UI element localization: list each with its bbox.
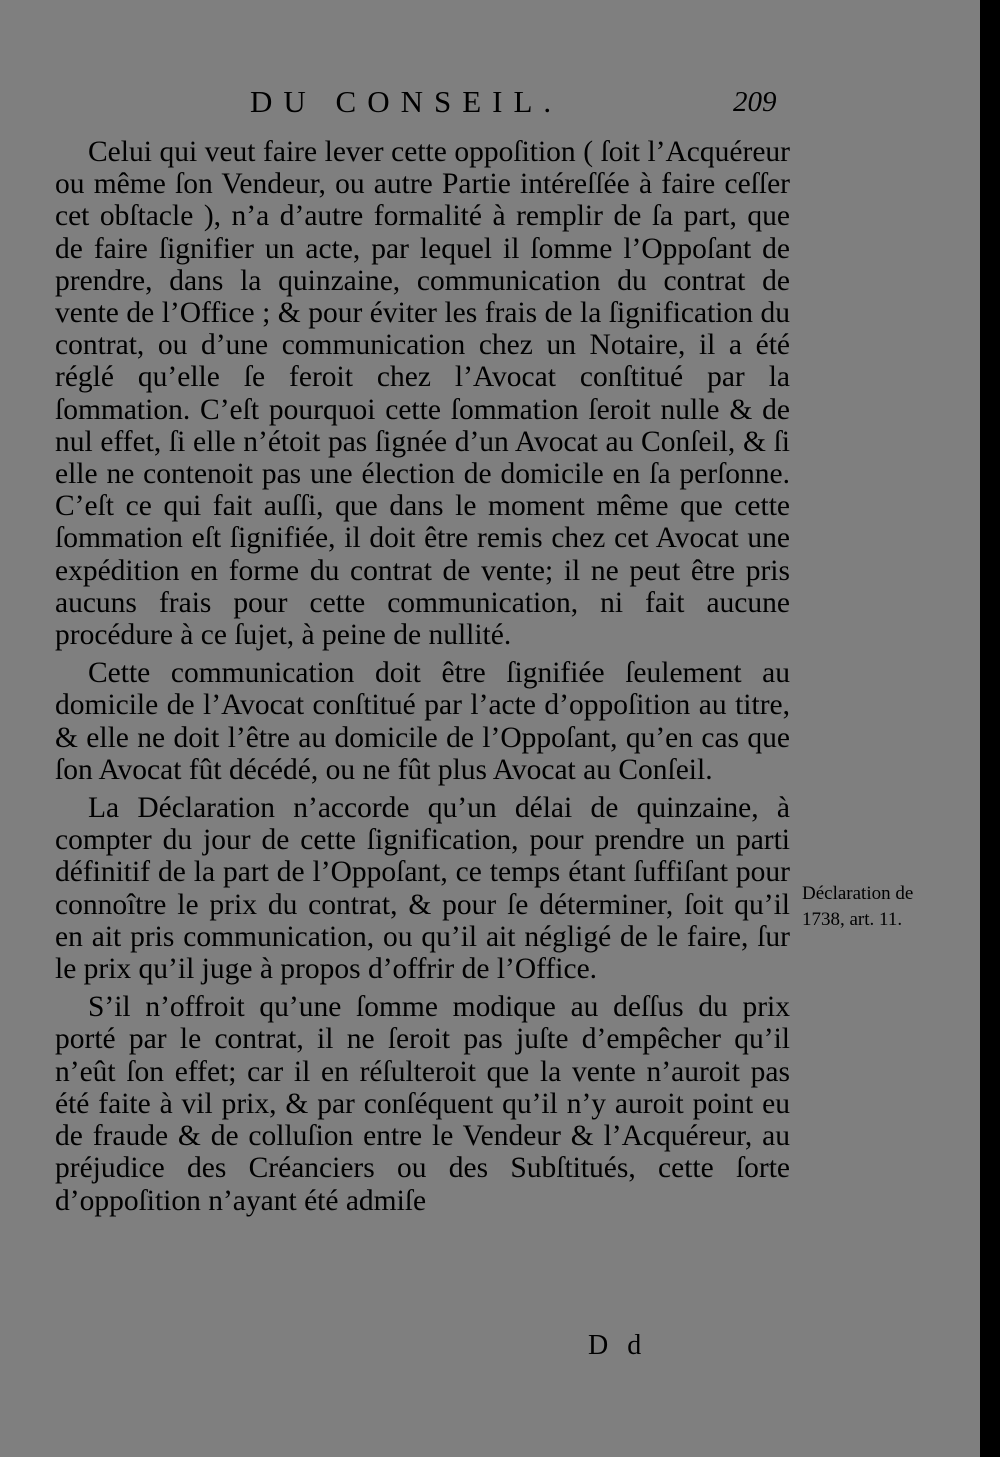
marginal-note-line-1: Déclaration de <box>802 883 914 904</box>
signature-mark: D d <box>588 1330 648 1361</box>
paragraph-2: Cette communication doit être ſignifiée ſeulement au domicile de l’Avocat conſtitué par l’acte d’oppoſition au titre, & elle ne doit l’être au domicile de l’Oppoſant, qu’en cas que ſon Avocat fût décédé, ou ne fût plus Avocat au Conſeil. <box>55 657 790 786</box>
page-number: 209 <box>733 86 777 118</box>
paragraph-4: S’il n’offroit qu’une ſomme modique au deſſus du prix porté par le contrat, il ne ſeroit pas juſte d’empêcher qu’il n’eût ſon effet; car il en réſulteroit que la vente n’auroit pas été faite à vil prix, & par conſéquent qu’il n’y auroit point eu de fraude & de colluſion entre le Vendeur & l’Acquéreur, au préjudice des Créanciers ou des Subſtitués, cette ſorte d’oppoſition n’ayant été admiſe <box>55 991 790 1217</box>
page-header <box>0 84 980 124</box>
running-head: DU CONSEIL. <box>250 84 563 119</box>
marginal-note <box>802 881 982 933</box>
paragraph-1: Celui qui veut faire lever cette oppoſition ( ſoit l’Acquéreur ou même ſon Vendeur, ou autre Partie intéreſſée à faire ceſſer cet obſtacle ), n’a d’autre formalité à remplir de ſa part, que de faire ſignifier un acte, par lequel il ſomme l’Oppoſant de prendre, dans la quinzaine, communication du contrat de vente de l’Office ; & pour éviter les frais de la ſignification du contrat, ou d’une communication chez un Notaire, il a été réglé qu’elle ſe feroit chez l’Avocat conſtitué par la ſommation. C’eſt pourquoi cette ſommation ſeroit nulle & de nul effet, ſi elle n’étoit pas ſignée d’un Avocat au Conſeil, & ſi elle ne contenoit pas une élection de domicile en ſa perſonne. C’eſt ce qui fait auſſi, que dans le moment même que cette ſommation eſt ſignifiée, il doit être remis chez cet Avocat une expédition en forme du contrat de vente; il ne peut être pris aucuns frais pour cette communication, ni fait aucune procédure à ce ſujet, à peine de nullité. <box>55 136 790 652</box>
marginal-note-line-2: 1738, art. 11. <box>802 909 903 930</box>
main-text <box>55 136 790 1223</box>
paragraph-3: La Déclaration n’accorde qu’un délai de quinzaine, à compter du jour de cette ſignification, pour prendre un parti définitif de la part de l’Oppoſant, ce temps étant ſuffiſant pour connoître le prix du contrat, & pour ſe déterminer, ſoit qu’il en ait pris communication, ou qu’il ait négligé de le faire, ſur le prix qu’il juge à propos d’offrir de l’Office. <box>55 792 790 986</box>
